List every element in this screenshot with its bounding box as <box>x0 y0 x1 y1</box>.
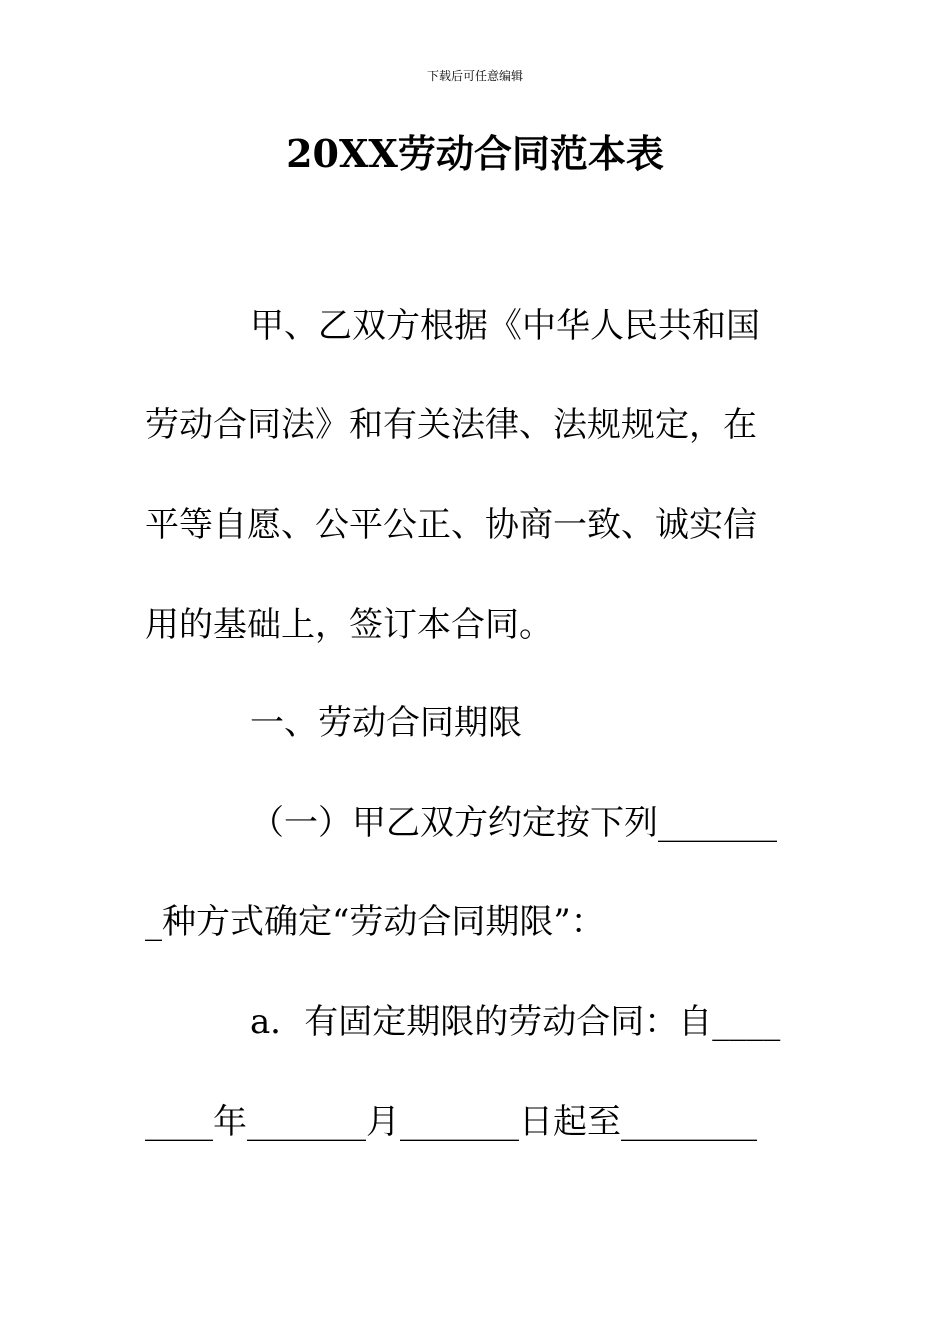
document-title: 20XX劳动合同范本表 <box>286 131 664 176</box>
header-note: 下载后可任意编辑 <box>426 69 523 83</box>
paragraph-line: a．有固定期限的劳动合同：自____ <box>250 1002 781 1042</box>
paragraph-line: _种方式确定“劳动合同期限”： <box>145 902 605 942</box>
paragraph-line: 劳动合同法》和有关法律、法规规定，在 <box>145 405 757 445</box>
paragraph-line: （一）甲乙双方约定按下列_______ <box>250 803 777 843</box>
section-heading: 一、劳动合同期限 <box>250 703 522 743</box>
paragraph-line: 甲、乙双方根据《中华人民共和国 <box>250 306 760 346</box>
paragraph-line: ____年_______月_______日起至________ <box>145 1102 757 1142</box>
paragraph-line: 用的基础上，签订本合同。 <box>145 605 553 645</box>
paragraph-line: 平等自愿、公平公正、协商一致、诚实信 <box>145 505 757 545</box>
